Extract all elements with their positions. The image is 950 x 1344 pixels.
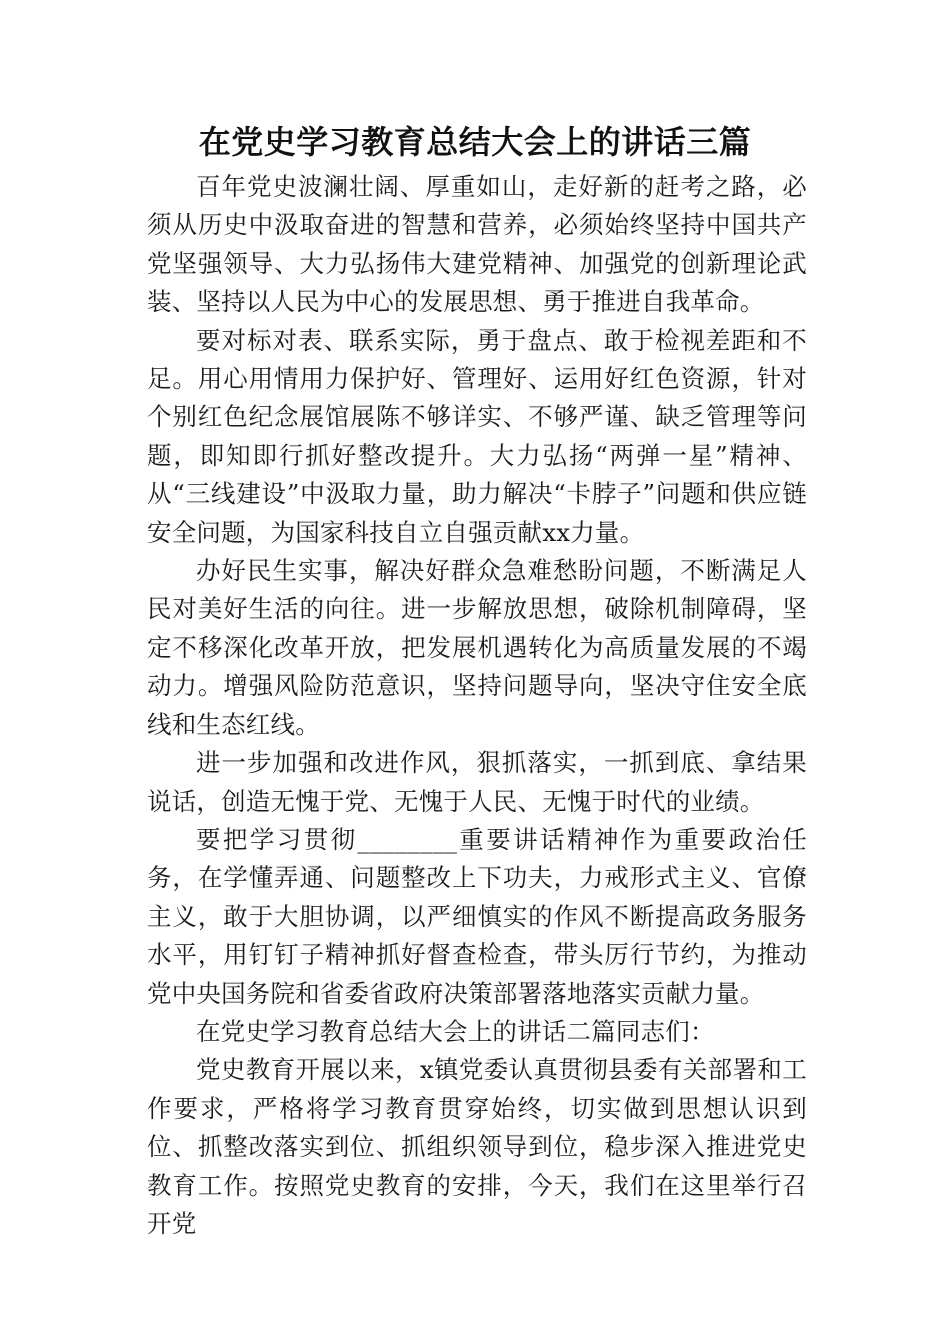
- document-body: [147, 168, 807, 1243]
- paragraph: 百年党史波澜壮阔、厚重如山，走好新的赶考之路，必须从历史中汲取奋进的智慧和营养，必须始终坚持中国共产党坚强领导、大力弘扬伟大建党精神、加强党的创新理论武装、坚持以人民为中心的发展思想、勇于推进自我革命。: [147, 172, 807, 317]
- paragraph: 党史教育开展以来，x镇党委认真贯彻县委有关部署和工作要求，严格将学习教育贯穿始终，切实做到思想认识到位、抓整改落实到位、抓组织领导到位，稳步深入推进党史教育工作。按照党史教育的安排，今天，我们在这里举行召开党: [147, 1055, 807, 1238]
- paragraph: 在党史学习教育总结大会上的讲话二篇同志们：: [196, 1016, 715, 1046]
- paragraph: 要对标对表、联系实际，勇于盘点、敢于检视差距和不足。用心用情用力保护好、管理好、运用好红色资源，针对个别红色纪念展馆展陈不够详实、不够严谨、缺乏管理等问题，即知即行抓好整改提升。大力弘扬“两弹一星”精神、从“三线建设”中汲取力量，助力解决“卡脖子”问题和供应链安全问题，为国家科技自立自强贡献xx力量。: [147, 325, 807, 547]
- paragraph: 进一步加强和改进作风，狠抓落实，一抓到底、拿结果说话，创造无愧于党、无愧于人民、无愧于时代的业绩。: [147, 748, 807, 816]
- paragraph: 办好民生实事，解决好群众急难愁盼问题，不断满足人民对美好生活的向往。进一步解放思想，破除机制障碍，坚定不移深化改革开放，把发展机遇转化为高质量发展的不竭动力。增强风险防范意识，坚持问题导向，坚决守住安全底线和生态红线。: [147, 556, 807, 739]
- paragraph: 要把学习贯彻________重要讲话精神作为重要政治任务，在学懂弄通、问题整改上下功夫，力戒形式主义、官僚主义，敢于大胆协调，以严细慎实的作风不断提高政务服务水平，用钉钉子精神抓好督查检查，带头厉行节约，为推动党中央国务院和省委省政府决策部署落地落实贡献力量。: [147, 824, 807, 1008]
- document-title: 在党史学习教育总结大会上的讲话三篇: [198, 123, 752, 161]
